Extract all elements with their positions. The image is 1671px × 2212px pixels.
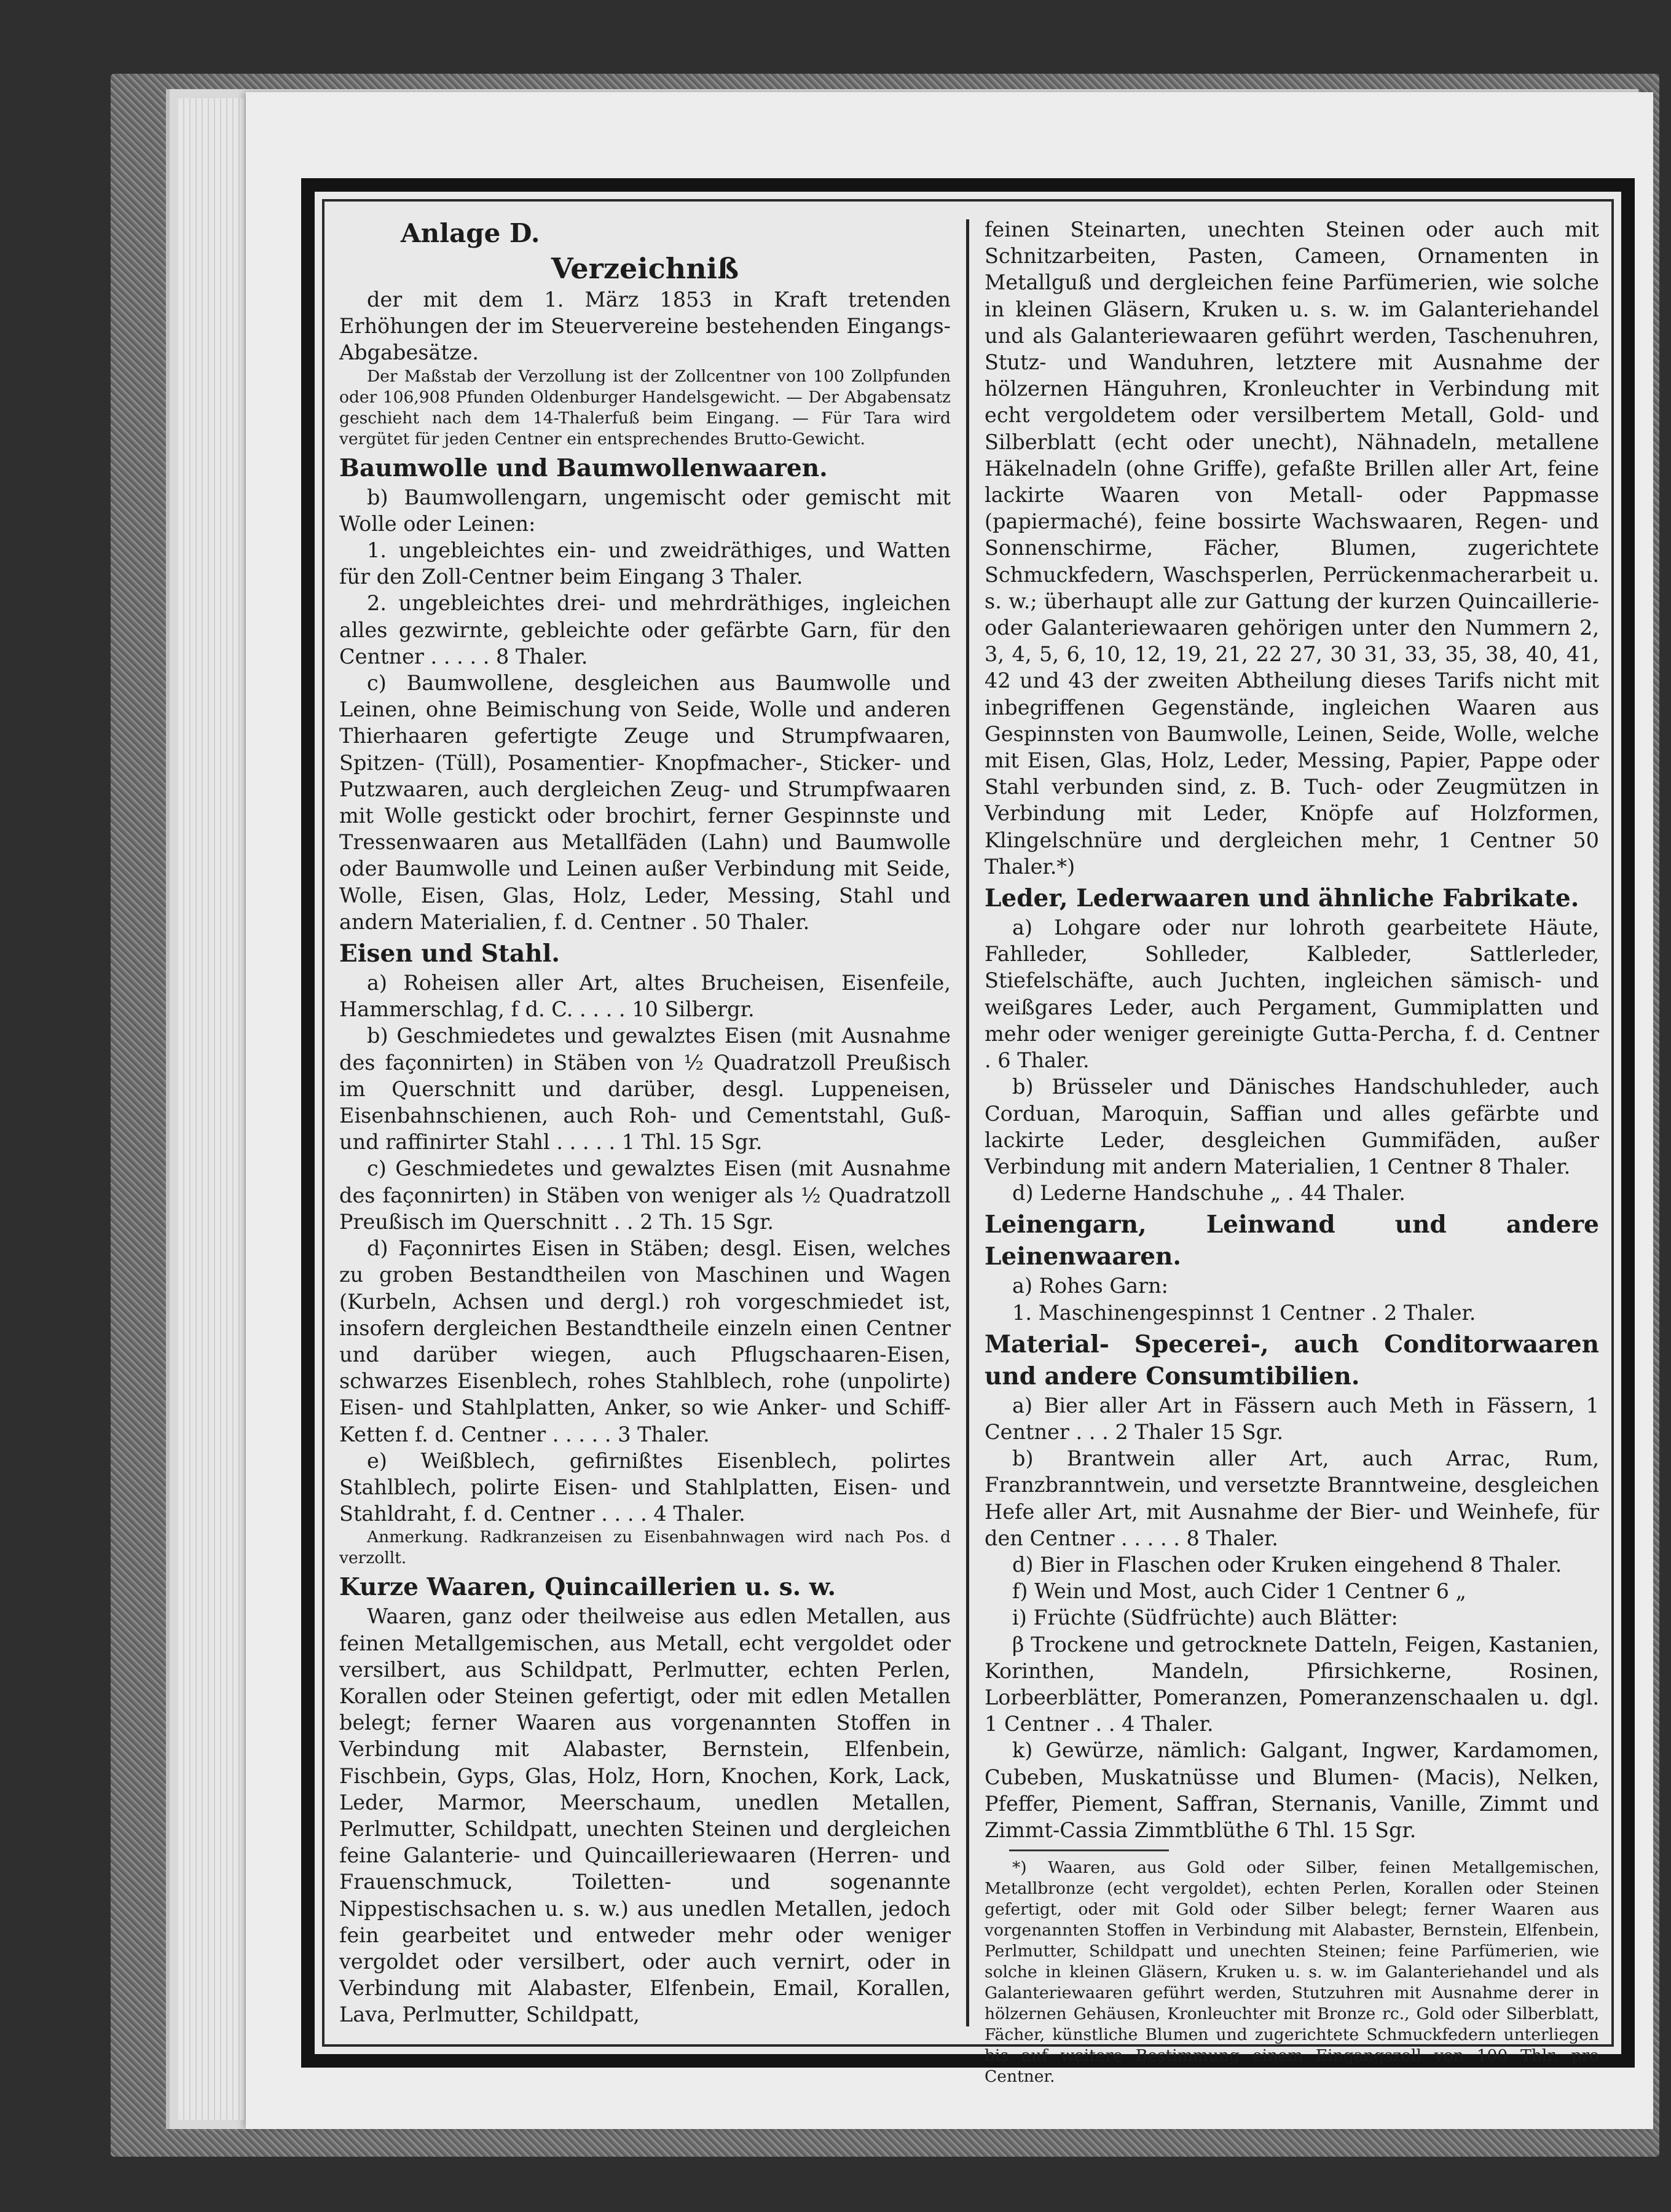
entry-text: b) Brantwein aller Art, auch Arrac, Rum, Franzbranntwein, und versetzte Branntweine, desgleichen Hefe aller Art, mit Ausnahme der Bier- und Weinhefe, für den Centner . . . . . 8 Thaler. [985,1446,1599,1550]
entry-text: d) Lederne Handschuhe „ . 44 Thaler. [1012,1181,1406,1206]
entry-text: 1. Maschinengespinnst 1 Centner . 2 Thaler. [1012,1300,1476,1325]
entry-text: feinen Steinarten, unechten Steinen oder auch mit Schnitzarbeiten, Pasten, Cameen, Ornamenten in Metallguß und dergleichen feine Parfümerien, wie solche in kleinen Gläsern, Kruken u. s. w. im Galanteriehandel und als Galanteriewaaren geführt werden, Taschenuhren, Stutz- und Wanduhren, letztere mit Ausnahme der hölzernen Hänguhren, Kronleuchter in Verbindung mit echt vergoldetem oder versilbertem Metall, Gold- und Silberblatt (echt oder unecht), Nähnadeln, metallene Häkelnadeln (ohne Griffe), gefaßte Brillen aller Art, feine lackirte Waaren von Metall- oder Pappmasse (papiermaché), feine bossirte Wachswaaren, Regen- und Sonnenschirme, Fächer, Blumen, zugerichtete Schmuckfedern, Waschsperlen, Perrückenmacherarbeit u. s. w.; überhaupt alle zur Gattung der kurzen Quincaillerie- oder Galanteriewaaren gehörigen unter den Nummern 2, 3, 4, 5, 6, 10, 12, 19, 21, 22 27, 30 31, 33, 35, 38, 40, 41, 42 und 43 der zweiten Abtheilung dieses Tarifs nicht mit inbegriffenen Gegenstände, ingleichen Waaren aus Gespinnsten von Baumwolle, Leinen, Seide, Wolle, welche mit Eisen, Glas, Holz, Leder, Messing, Papier, Pappe oder Stahl verbunden sind, z. B. Tuch- oder Zeugmützen in Verbindung mit Leder, Knöpfe auf Holzformen, Klingelschnüre und dergleichen mehr, 1 Centner 50 Thaler.*) [985,218,1599,879]
entry-text: 1. ungebleichtes ein- und zweidräthiges, und Watten für den Zoll-Centner beim Eingang 3 Thaler. [339,538,951,589]
entry-text: β Trockene und getrocknete Datteln, Feigen, Kastanien, Korinthen, Mandeln, Pfirsichkerne, Rosinen, Lorbeerblätter, Pomeranzen, Pomeranzenschaalen u. dgl. 1 Centner . . 4 Thaler. [985,1632,1599,1736]
intro-note: Der Maßstab der Verzollung ist der Zollcentner von 100 Zollpfunden oder 106,908 Pfunden Oldenburger Handelsgewicht. — Der Abgabensatz geschieht nach dem 14-Thalerfuß beim Eingang. — Für Tara wird vergütet für jeden Centner ein entsprechendes Brutto-Gewicht. [339,366,951,449]
entry-text: i) Früchte (Südfrüchte) auch Blätter: [1012,1606,1398,1630]
entry-text: b) Baumwollengarn, ungemischt oder gemischt mit Wolle oder Leinen: [339,485,951,536]
entry-text: f) Wein und Most, auch Cider 1 Centner 6 „ [1012,1579,1466,1604]
entry-text: a) Rohes Garn: [1012,1274,1168,1298]
footnote: *) Waaren, aus Gold oder Silber, feinen Metallgemischen, Metallbronze (echt vergoldet), echten Perlen, Korallen oder Steinen gefertigt, oder mit Gold oder Silber belegt; ferner Waaren aus vorgenannten Stoffen in Verbindung mit Alabaster, Bernstein, Elfenbein, Perlmutter, Schildpatt und unechten Steinen; feine Parfümerien, wie solche in kleinen Gläsern, Kruken u. s. w. im Galanteriehandel und als Galanteriewaaren geführt werden, Stutzuhren mit Ausnahme derer in hölzernen Gehäusen, Kronleuchter mit Bronze rc., Gold oder Silberblatt, Fächer, künstliche Blumen und zugerichtete Schmuckfedern unterliegen bis auf weitere Bestimmung einem Eingangszoll von 100 Thlr. pro Centner. [985,1858,1599,2087]
entry-text: c) Geschmiedetes und gewalztes Eisen (mit Ausnahme des façonnirten) in Stäben von weniger als ½ Quadratzoll Preußisch im Querschnitt . . 2 Th. 15 Sgr. [339,1156,951,1234]
entry-text: c) Baumwollene, desgleichen aus Baumwolle und Leinen, ohne Beimischung von Seide, Wolle und anderen Thierhaaren gefertigte Zeuge und Strumpfwaaren, Spitzen- (Tüll), Posamentier- Knopfmacher-, Sticker- und Putzwaaren, auch dergleichen Zeug- und Strumpfwaaren mit Wolle gestickt oder brochirt, ferner Gespinnste und Tressenwaaren aus Metallfäden (Lahn) und Baumwolle oder Baumwolle und Leinen außer Verbindung mit Seide, Wolle, Eisen, Glas, Holz, Leder, Messing, Stahl und andern Materialien, f. d. Centner . 50 Thaler. [339,671,951,934]
footnote-rule [1009,1849,1169,1851]
heading-leder: Leder, Lederwaaren und ähnliche Fabrikate. [985,884,1579,913]
left-column [339,216,951,2028]
entry-text: Waaren, ganz oder theilweise aus edlen Metallen, aus feinen Metallgemischen, aus Metall, echt vergoldet oder versilbert, aus Schildpatt, Perlmutter, echten Perlen, Korallen oder Steinen gefertigt, oder mit edlen Metallen belegt; ferner Waaren aus vorgenannten Stoffen in Verbindung mit Alabaster, Bernstein, Elfenbein, Fischbein, Gyps, Glas, Holz, Horn, Knochen, Kork, Lack, Leder, Marmor, Meerschaum, unedlen Metallen, Perlmutter, Schildpatt, unechten Steinen und dergleichen feine Galanterie- und Quincailleriewaaren (Herren- und Frauenschmuck, Toiletten- und sogenannte Nippestischsachen u. s. w.) aus unedlen Metallen, jedoch fein gearbeitet und entweder mehr oder weniger vergoldet oder versilbert, oder auch vernirt, oder in Verbindung mit Alabaster, Elfenbein, Email, Korallen, Lava, Perlmutter, Schildpatt, [339,1604,951,2027]
document-title: Verzeichniß [551,252,739,285]
heading-kurze-waaren: Kurze Waaren, Quincaillerien u. s. w. [339,1573,836,1602]
entry-text: a) Lohgare oder nur lohroth gearbeitete Häute, Fahlleder, Sohlleder, Kalbleder, Sattlerleder, Stiefelschäfte, auch Juchten, ingleichen sämisch- und weißgares Leder, auch Pergament, Gummiplatten und mehr oder weniger gereinigte Gutta-Percha, f. d. Centner . 6 Thaler. [985,916,1599,1073]
heading-material: Material- Specerei-, auch Conditorwaaren und andere Consumtibilien. [985,1330,1599,1390]
entry-text: 2. ungebleichtes drei- und mehrdräthiges, ingleichen alles gezwirnte, gebleichte oder gefärbte Garn, für den Centner . . . . . 8 Thaler. [339,591,951,669]
printed-frame [301,178,1635,2087]
entry-text: b) Brüsseler und Dänisches Handschuhleder, auch Corduan, Maroquin, Saffian und alles gefärbte und lackirte Leder, desgleichen Gummifäden, außer Verbindung mit andern Materialien, 1 Centner 8 Thaler. [985,1075,1599,1179]
heading-leinen: Leinengarn, Leinwand und andere Leinenwaaren. [985,1210,1599,1271]
entry-text: a) Bier aller Art in Fässern auch Meth in Fässern, 1 Centner . . . 2 Thaler 15 Sgr. [985,1393,1599,1444]
appendix-label: Anlage D. [401,218,540,248]
entry-text: k) Gewürze, nämlich: Galgant, Ingwer, Kardamomen, Cubeben, Muskatnüsse und Blumen- (Macis), Nelken, Pfeffer, Piement, Saffran, Sternanis, Vanille, Zimmt und Zimmt-Cassia Zimmtblüthe 6 Thl. 15 Sgr. [985,1738,1599,1842]
entry-text: d) Bier in Flaschen oder Kruken eingehend 8 Thaler. [1012,1552,1562,1577]
heading-baumwolle: Baumwolle und Baumwollenwaaren. [339,453,828,482]
entry-text: d) Façonnirtes Eisen in Stäben; desgl. Eisen, welches zu groben Bestandtheilen von Maschinen und Wagen (Kurbeln, Achsen und dergl.) roh vorgeschmiedet ist, insofern dergleichen Bestandtheile einzeln einen Centner und darüber wiegen, auch Pflugschaaren-Eisen, schwarzes Eisenblech, rohes Stahlblech, rohe (unpolirte) Eisen- und Stahlplatten, Anker, so wie Anker- und Schiff-Ketten f. d. Centner . . . . . 3 Thaler. [339,1236,951,1446]
column-divider [966,219,969,2026]
entry-text: b) Geschmiedetes und gewalztes Eisen (mit Ausnahme des façonnirten) in Stäben von ½ Quadratzoll Preußisch im Querschnitt und darüber, desgl. Luppeneisen, Eisenbahnschienen, auch Roh- und Cementstahl, Guß- und raffinirter Stahl . . . . . 1 Thl. 15 Sgr. [339,1024,951,1155]
entry-text: e) Weißblech, gefirnißtes Eisenblech, polirtes Stahlblech, polirte Eisen- und Stahlplatten, Eisen- und Stahldraht, f. d. Centner . . . . 4 Thaler. [339,1448,951,1526]
heading-eisen: Eisen und Stahl. [339,939,560,968]
entry-text: a) Roheisen aller Art, altes Brucheisen, Eisenfeile, Hammerschlag, f d. C. . . . . 10 Silbergr. [339,971,951,1022]
document-subtitle: der mit dem 1. März 1853 in Kraft tretenden Erhöhungen der im Steuervereine bestehenden Eingangs-Abgabesätze. [339,288,951,365]
remark-note: Anmerkung. Radkranzeisen zu Eisenbahnwagen wird nach Pos. d verzollt. [339,1528,951,1568]
right-column [985,216,1599,2087]
